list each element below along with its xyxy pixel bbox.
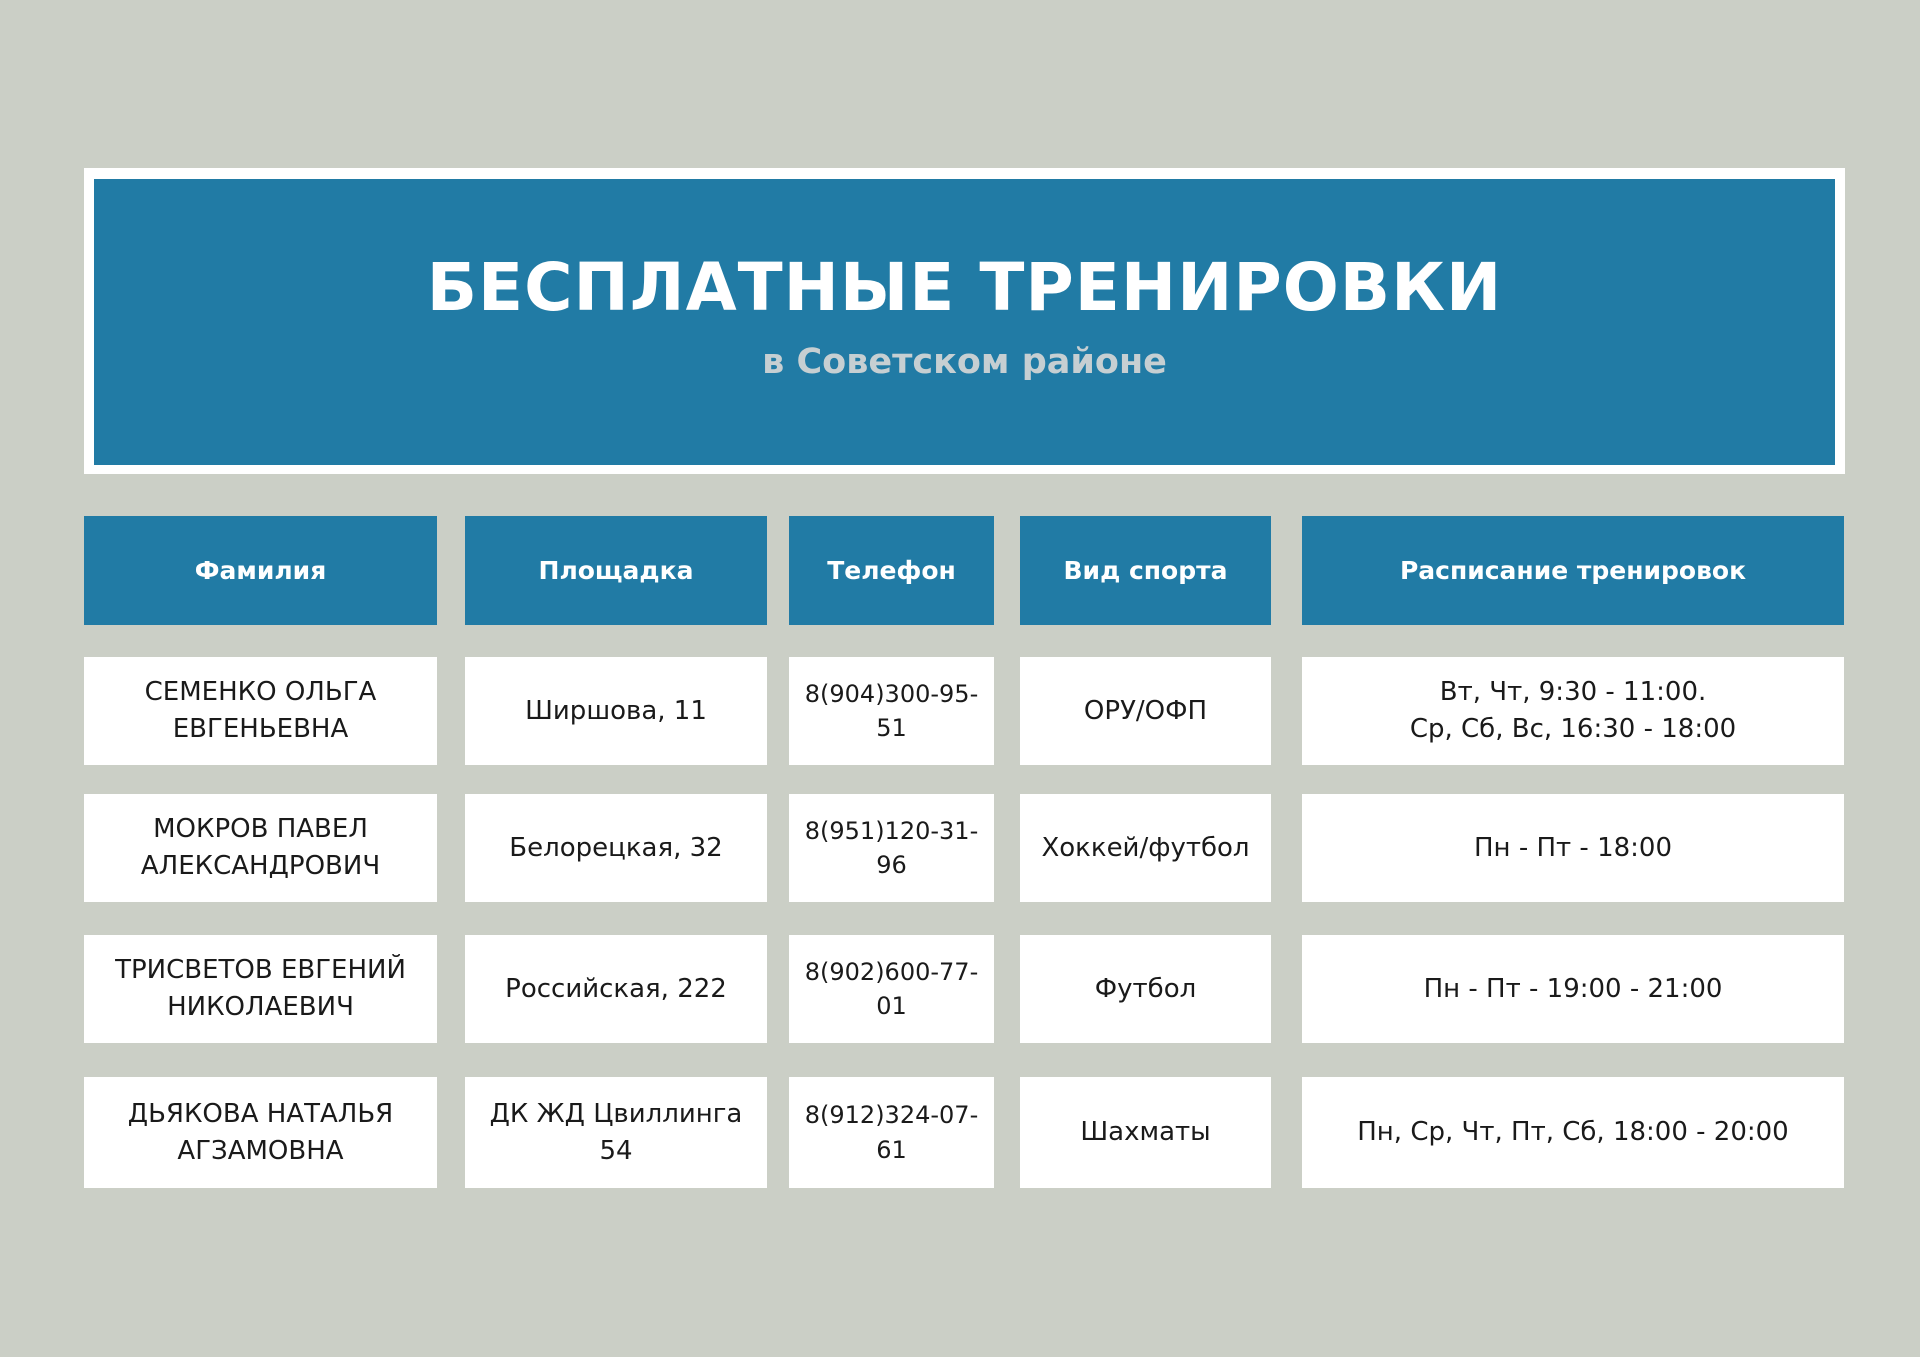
table-row-2-name: МОКРОВ ПАВЕЛ АЛЕКСАНДРОВИЧ: [84, 794, 437, 902]
column-header-label: Площадка: [538, 556, 694, 585]
column-header-surname: [84, 516, 437, 625]
column-header-label: Вид спорта: [1063, 556, 1228, 585]
column-header-label: Расписание тренировок: [1399, 556, 1747, 585]
table-row-2-phone: 8(951)120-31-96: [789, 794, 994, 902]
page-subtitle: в Советском районе: [762, 342, 1167, 382]
column-header-sport: [1020, 516, 1271, 625]
table-row-2-venue: Белорецкая, 32: [465, 794, 767, 902]
table-row-1-name: СЕМЕНКО ОЛЬГА ЕВГЕНЬЕВНА: [84, 657, 437, 765]
table-row-3-venue: Российская, 222: [465, 935, 767, 1043]
table-row-3-name: ТРИСВЕТОВ ЕВГЕНИЙ НИКОЛАЕВИЧ: [84, 935, 437, 1043]
table-row-1-phone: 8(904)300-95-51: [789, 657, 994, 765]
table-row-1-schedule: Вт, Чт, 9:30 - 11:00. Ср, Сб, Вс, 16:30 - 18:00: [1302, 657, 1844, 765]
column-header-venue: [465, 516, 767, 625]
column-header-phone: [789, 516, 994, 625]
table-row-3-phone: 8(902)600-77-01: [789, 935, 994, 1043]
table-row-4-name: ДЬЯКОВА НАТАЛЬЯ АГЗАМОВНА: [84, 1077, 437, 1188]
table-row-3-sport: Футбол: [1020, 935, 1271, 1043]
header-banner: [94, 179, 1835, 465]
table-row-4-schedule: Пн, Ср, Чт, Пт, Сб, 18:00 - 20:00: [1302, 1077, 1844, 1188]
table-row-3-schedule: Пн - Пт - 19:00 - 21:00: [1302, 935, 1844, 1043]
column-header-label: Телефон: [827, 556, 956, 585]
page-title: БЕСПЛАТНЫЕ ТРЕНИРОВКИ: [426, 249, 1503, 326]
column-header-label: Фамилия: [194, 556, 327, 585]
table-row-4-sport: Шахматы: [1020, 1077, 1271, 1188]
table-row-2-schedule: Пн - Пт - 18:00: [1302, 794, 1844, 902]
table-row-1-sport: ОРУ/ОФП: [1020, 657, 1271, 765]
table-row-4-phone: 8(912)324-07-61: [789, 1077, 994, 1188]
table-row-1-venue: Ширшова, 11: [465, 657, 767, 765]
table-row-2-sport: Хоккей/футбол: [1020, 794, 1271, 902]
column-header-schedule: [1302, 516, 1844, 625]
table-row-4-venue: ДК ЖД Цвиллинга 54: [465, 1077, 767, 1188]
